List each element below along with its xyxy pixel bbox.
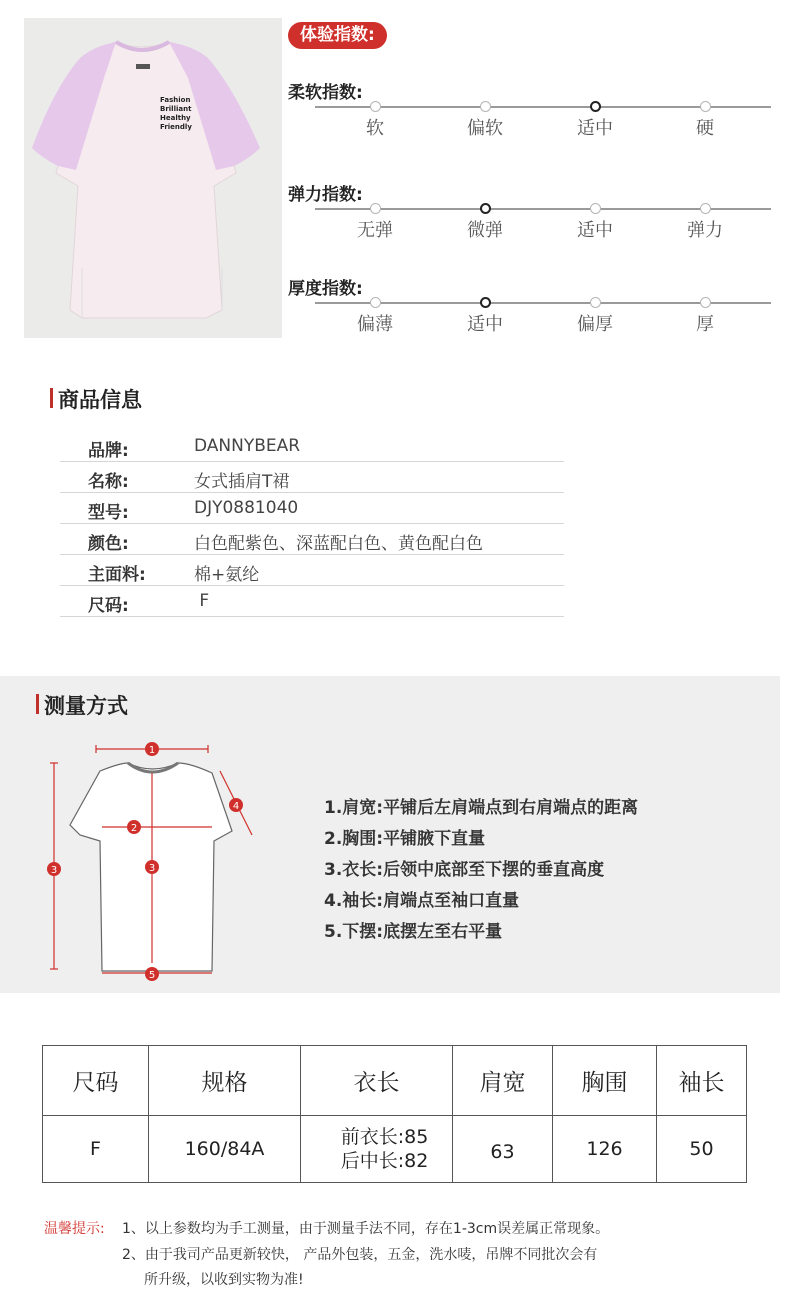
selected-dot-icon: [480, 297, 491, 308]
info-value: DANNYBEAR: [194, 436, 301, 456]
index-title: 厚度指数:: [288, 279, 363, 299]
dot-icon: [590, 203, 601, 214]
header-chest: 胸围: [553, 1046, 657, 1116]
index-option: [345, 203, 405, 242]
tip-line-3: 所升级，以收到实物为准!: [144, 1272, 304, 1288]
info-row-size: [60, 586, 564, 617]
info-key: 尺码:: [88, 596, 129, 616]
length-back: 后中长:82: [340, 1150, 429, 1172]
info-key: 型号:: [88, 503, 129, 523]
tips-label: 温馨提示:: [44, 1221, 105, 1237]
index-option-label: 偏软: [467, 118, 503, 139]
step-hem: 5.下摆:底摆左至右平量: [324, 922, 503, 942]
info-row-model: [60, 493, 564, 524]
print-line: Fashion: [160, 96, 191, 104]
index-option: [345, 297, 405, 336]
cell-size: F: [43, 1116, 149, 1183]
tip-line-1: 1、以上参数均为手工测量，由于测量手法不同，存在1-3cm误差属正常现象。: [122, 1221, 610, 1237]
info-key: 品牌:: [88, 441, 129, 461]
step-chest: 2.胸围:平铺腋下直量: [324, 829, 486, 849]
index-option: [455, 297, 515, 336]
index-title: 柔软指数:: [288, 83, 363, 103]
header-length: 衣长: [301, 1046, 453, 1116]
table-row: [43, 1116, 747, 1183]
experience-index: [288, 180, 778, 270]
marker-2: 2: [130, 823, 138, 834]
index-option-label: 厚: [696, 314, 714, 335]
header-sleeve: 袖长: [657, 1046, 747, 1116]
index-option-label: 弹力: [687, 220, 723, 241]
index-option: [455, 101, 515, 140]
index-option: [565, 203, 625, 242]
info-value: F: [194, 591, 210, 611]
step-shoulder: 1.肩宽:平铺后左肩端点到右肩端点的距离: [324, 798, 639, 818]
size-table-header: [43, 1046, 747, 1116]
measurement-steps: [324, 793, 638, 948]
marker-5: 5: [148, 970, 156, 981]
dot-icon: [370, 101, 381, 112]
index-option: [675, 101, 735, 140]
step-length: 3.衣长:后领中底部至下摆的垂直高度: [324, 860, 605, 880]
tip-line-2: 2、由于我司产品更新较快， 产品外包装，五金，洗水唛，吊牌不同批次会有: [122, 1247, 598, 1263]
print-line: Friendly: [160, 123, 192, 131]
cell-length: [301, 1116, 453, 1183]
selected-dot-icon: [480, 203, 491, 214]
measurement-diagram: [40, 735, 270, 989]
marker-4: 4: [232, 801, 240, 812]
header-size: 尺码: [43, 1046, 149, 1116]
length-front: 前衣长:85: [340, 1126, 429, 1148]
selected-dot-icon: [590, 101, 601, 112]
product-info-title: 商品信息: [50, 384, 142, 414]
info-row-brand: [60, 431, 564, 462]
index-option-label: 软: [366, 118, 384, 139]
index-option-label: 无弹: [357, 220, 393, 241]
marker-3-side: 3: [50, 865, 58, 876]
info-value: 女式插肩T裙: [194, 472, 290, 492]
cell-sleeve: 50: [657, 1116, 747, 1183]
dot-icon: [590, 297, 601, 308]
info-value: DJY0881040: [194, 498, 299, 518]
index-option: [675, 297, 735, 336]
cell-spec: 160/84A: [149, 1116, 301, 1183]
measurement-title: 测量方式: [36, 690, 128, 720]
info-value: 棉+氨纶: [194, 565, 260, 585]
product-photo: [24, 18, 282, 338]
dot-icon: [700, 297, 711, 308]
cell-shoulder: 63: [453, 1116, 553, 1183]
marker-1: 1: [148, 745, 156, 756]
dot-icon: [370, 203, 381, 214]
index-option-label: 偏厚: [577, 314, 613, 335]
index-option: [565, 297, 625, 336]
size-table: [42, 1045, 747, 1183]
index-option: [675, 203, 735, 242]
index-title: 弹力指数:: [288, 185, 363, 205]
info-key: 名称:: [88, 472, 129, 492]
info-row-material: [60, 555, 564, 586]
print-line: Brilliant: [160, 105, 192, 113]
index-option-label: 适中: [467, 314, 503, 335]
index-option: [455, 203, 515, 242]
experience-index: [288, 78, 778, 168]
dot-icon: [370, 297, 381, 308]
print-line: Healthy: [160, 114, 191, 122]
dot-icon: [480, 101, 491, 112]
index-option: [345, 101, 405, 140]
info-value: 白色配紫色、深蓝配白色、黄色配白色: [194, 534, 483, 554]
info-key: 主面料:: [88, 565, 146, 585]
dot-icon: [700, 101, 711, 112]
index-option: [565, 101, 625, 140]
cell-chest: 126: [553, 1116, 657, 1183]
info-row-name: [60, 462, 564, 493]
step-sleeve: 4.袖长:肩端点至袖口直量: [324, 891, 520, 911]
index-option-label: 偏薄: [357, 314, 393, 335]
info-key: 颜色:: [88, 534, 129, 554]
header-spec: 规格: [149, 1046, 301, 1116]
experience-index-badge: 体验指数:: [288, 22, 387, 49]
marker-3-center: 3: [148, 863, 156, 874]
tshirt-dress-illustration: [24, 18, 282, 338]
index-option-label: 适中: [577, 118, 613, 139]
index-option-label: 适中: [577, 220, 613, 241]
header-shoulder: 肩宽: [453, 1046, 553, 1116]
product-info-table: [60, 431, 564, 617]
index-option-label: 微弹: [467, 220, 503, 241]
index-option-label: 硬: [696, 118, 714, 139]
experience-index: [288, 274, 778, 364]
info-row-color: [60, 524, 564, 555]
dot-icon: [700, 203, 711, 214]
